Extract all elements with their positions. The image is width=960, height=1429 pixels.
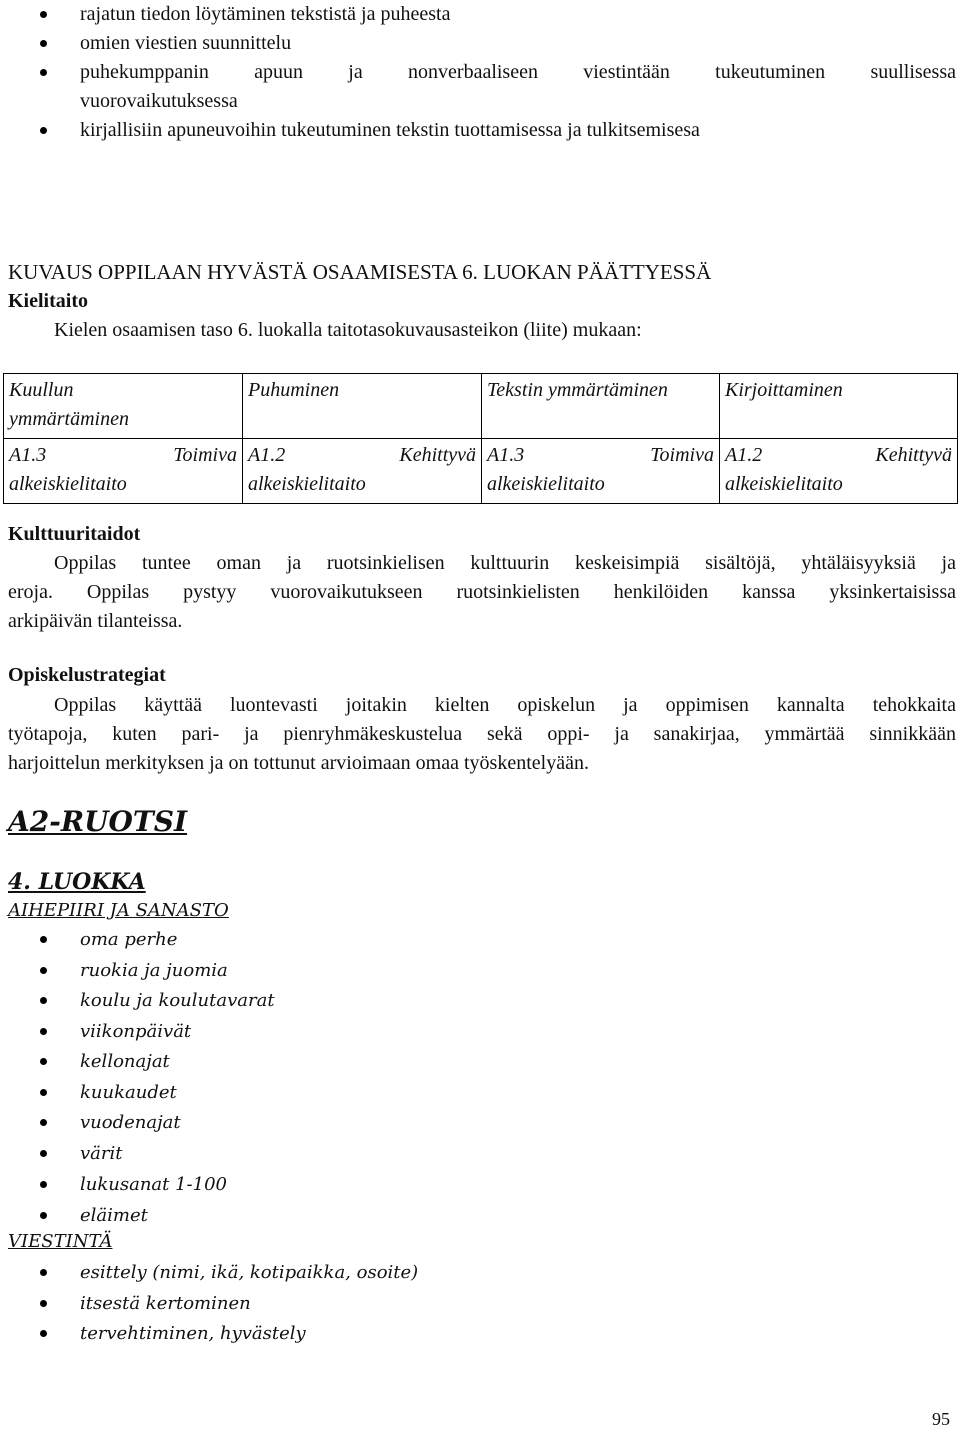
list-item: koulu ja koulutavarat: [80, 990, 275, 1011]
paragraph-line: harjoittelun merkityksen ja on tottunut arvioimaan omaa työskentelyään.: [8, 752, 589, 774]
bullet-icon: [40, 1119, 47, 1126]
table-header-text: Kuullun: [9, 379, 74, 401]
table-header-text: Tekstin ymmärtäminen: [487, 379, 668, 401]
level-code: A1.3: [487, 444, 525, 466]
table-header-text: Puhuminen: [248, 379, 340, 401]
bullet-icon: [40, 11, 47, 18]
bullet-icon: [40, 40, 47, 47]
bullet-icon: [40, 1269, 47, 1276]
list-item: tervehtiminen, hyvästely: [80, 1323, 306, 1344]
list-item: rajatun tiedon löytäminen tekstistä ja puheesta: [80, 3, 451, 25]
table-cell: [482, 439, 720, 504]
bullet-icon: [40, 1181, 47, 1188]
list-item: esittely (nimi, ikä, kotipaikka, osoite): [80, 1262, 419, 1283]
opiskelustrategiat-heading: Opiskelustrategiat: [8, 664, 166, 686]
levels-table: [3, 373, 958, 504]
table-cell: [720, 439, 958, 504]
table-header-text: ymmärtäminen: [9, 408, 129, 430]
list-item: värit: [80, 1143, 123, 1164]
table-header-cell: [243, 374, 482, 439]
list-item: kuukaudet: [80, 1082, 177, 1103]
kielitaito-intro: Kielen osaamisen taso 6. luokalla taitotasokuvausasteikon (liite) mukaan:: [54, 319, 642, 341]
level-suffix: alkeiskielitaito: [9, 473, 127, 495]
bullet-icon: [40, 1058, 47, 1065]
paragraph-line: eroja. Oppilas pystyy vuorovaikutukseen ruotsinkielisten henkilöiden kanssa yksinkertaisissa: [8, 581, 956, 603]
level-code: A1.2: [248, 444, 286, 466]
kielitaito-heading: Kielitaito: [8, 290, 88, 312]
bullet-icon: [40, 1089, 47, 1096]
level-name: Toimiva: [173, 444, 237, 466]
list-item: ruokia ja juomia: [80, 960, 228, 981]
grade-title: 4. LUOKKA: [8, 869, 146, 895]
paragraph-line: Oppilas käyttää luontevasti joitakin kielten opiskelun ja oppimisen kannalta tehokkaita: [54, 694, 956, 716]
level-name: Toimiva: [650, 444, 714, 466]
table-header-cell: [482, 374, 720, 439]
level-name: Kehittyvä: [875, 444, 952, 466]
level-name: Kehittyvä: [399, 444, 476, 466]
level-code: A1.2: [725, 444, 763, 466]
table-row: [4, 439, 958, 504]
level-suffix: alkeiskielitaito: [248, 473, 366, 495]
page-number: 95: [932, 1409, 950, 1429]
bullet-icon: [40, 1212, 47, 1219]
table-cell: [243, 439, 482, 504]
level-code: A1.3: [9, 444, 47, 466]
bullet-icon: [40, 997, 47, 1004]
table-header-text: Kirjoittaminen: [725, 379, 843, 401]
bullet-icon: [40, 1330, 47, 1337]
paragraph-line: Oppilas tuntee oman ja ruotsinkielisen kulttuurin keskeisimpiä sisältöjä, yhtäläisyyksiä ja: [54, 552, 956, 574]
bullet-icon: [40, 967, 47, 974]
table-header-cell: [4, 374, 243, 439]
paragraph-line: arkipäivän tilanteissa.: [8, 610, 183, 632]
list-item: kirjallisiin apuneuvoihin tukeutuminen tekstin tuottamisessa ja tulkitsemisesa: [80, 119, 700, 141]
list-item: vuodenajat: [80, 1112, 181, 1133]
list-item: viikonpäivät: [80, 1021, 192, 1042]
level-suffix: alkeiskielitaito: [725, 473, 843, 495]
bullet-icon: [40, 1028, 47, 1035]
bullet-icon: [40, 1300, 47, 1307]
aihepiiri-heading: AIHEPIIRI JA SANASTO: [8, 900, 229, 921]
level-suffix: alkeiskielitaito: [487, 473, 605, 495]
section-heading: KUVAUS OPPILAAN HYVÄSTÄ OSAAMISESTA 6. LUOKAN PÄÄTTYESSÄ: [8, 260, 712, 284]
bullet-icon: [40, 127, 47, 134]
a2-title: A2-RUOTSI: [8, 805, 188, 838]
bullet-icon: [40, 69, 47, 76]
bullet-icon: [40, 1150, 47, 1157]
table-cell: [4, 439, 243, 504]
bullet-icon: [40, 936, 47, 943]
list-item: puhekumppanin apuun ja nonverbaaliseen viestintään tukeutuminen suullisessa: [80, 61, 956, 83]
list-item-continuation: vuorovaikutuksessa: [80, 90, 238, 112]
list-item: itsestä kertominen: [80, 1293, 251, 1314]
list-item: lukusanat 1-100: [80, 1174, 227, 1195]
viestinta-heading: VIESTINTÄ: [8, 1231, 113, 1252]
list-item: eläimet: [80, 1205, 148, 1226]
table-header-row: [4, 374, 958, 439]
list-item: oma perhe: [80, 929, 178, 950]
paragraph-line: työtapoja, kuten pari- ja pienryhmäkeskustelua sekä oppi- ja sanakirjaa, ymmärtää sinnikkään: [8, 723, 956, 745]
list-item: kellonajat: [80, 1051, 170, 1072]
kulttuuritaidot-heading: Kulttuuritaidot: [8, 523, 141, 545]
table-header-cell: [720, 374, 958, 439]
list-item: omien viestien suunnittelu: [80, 32, 292, 54]
